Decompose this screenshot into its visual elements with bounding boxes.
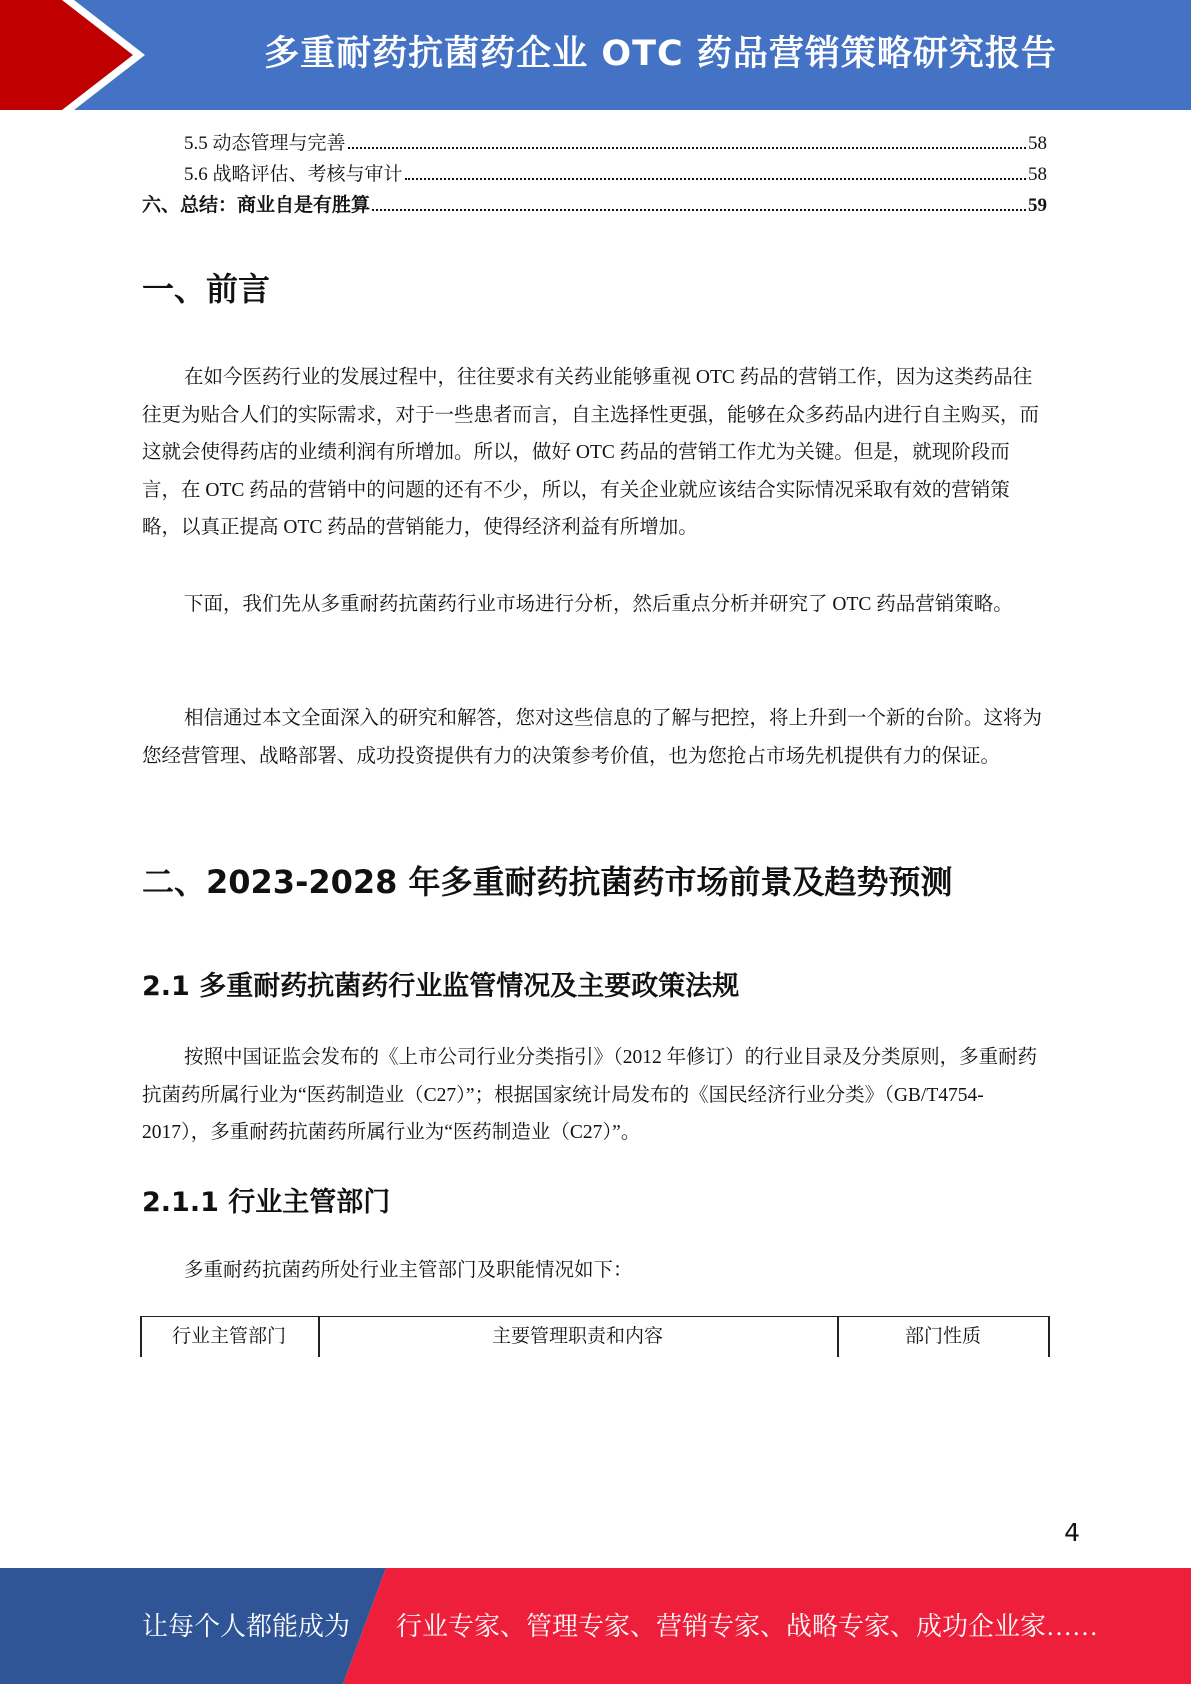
toc-leader-dots: [348, 147, 1026, 149]
footer-slogan-right: 行业专家、管理专家、营销专家、战略专家、成功企业家……: [396, 1612, 1099, 1641]
toc-entry-label: 5.5 动态管理与完善: [184, 133, 346, 154]
authorities-table: [140, 1316, 1050, 1357]
toc-entry[interactable]: [142, 159, 1047, 190]
table-header-cell: 主要管理职责和内容: [491, 1326, 663, 1347]
body-paragraph: 下面，我们先从多重耐药抗菌药行业市场进行分析，然后重点分析并研究了 OTC 药品营销策略。: [184, 594, 1013, 615]
report-title: 多重耐药抗菌药企业 OTC 药品营销策略研究报告: [264, 34, 1057, 74]
toc-entry-page: 58: [1028, 164, 1047, 185]
page-footer: [0, 1568, 1191, 1684]
section-heading-preface: 一、前言: [142, 270, 271, 308]
section-heading-market-outlook: 二、2023-2028 年多重耐药抗菌药市场前景及趋势预测: [142, 863, 953, 901]
table-of-contents: [142, 128, 1047, 221]
table-header-cell: 行业主管部门: [171, 1326, 286, 1347]
toc-entry-label: 六、总结：商业自是有胜算: [142, 195, 371, 216]
body-paragraph: 按照中国证监会发布的《上市公司行业分类指引》（2012 年修订）的行业目录及分类原则，多重耐药抗菌药所属行业为“医药制造业（C27）”；根据国家统计局发布的《国民经济行业分类》（GB/T4754-2017），多重耐药抗菌药所属行业为“医药制造业（C27）”。: [142, 1047, 1038, 1143]
toc-leader-dots: [372, 209, 1026, 211]
footer-slogan-left: 让每个人都能成为: [142, 1612, 351, 1641]
subsection-heading-regulation: 2.1 多重耐药抗菌药行业监管情况及主要政策法规: [142, 971, 740, 1002]
toc-entry-label: 5.6 战略评估、考核与审计: [184, 164, 403, 185]
body-paragraph: 在如今医药行业的发展过程中，往往要求有关药业能够重视 OTC 药品的营销工作，因为这类药品往往更为贴合人们的实际需求，对于一些患者而言，自主选择性更强，能够在众多药品内进行自主购买，而这就会使得药店的业绩利润有所增加。所以，做好 OTC 药品的营销工作尤为关键。但是，就现阶段而言，在 OTC 药品的营销中的问题的还有不少，所以，有关企业就应该结合实际情况采取有效的营销策略，以真正提高 OTC 药品的营销能力，使得经济利益有所增加。: [142, 367, 1040, 538]
toc-entry-page: 59: [1028, 195, 1047, 216]
body-paragraph: 相信通过本文全面深入的研究和解答，您对这些信息的了解与把控，将上升到一个新的台阶。这将为您经营管理、战略部署、成功投资提供有力的决策参考价值，也为您抢占市场先机提供有力的保证。: [142, 708, 1043, 767]
subsection-heading-authorities: 2.1.1 行业主管部门: [142, 1187, 391, 1218]
toc-entry[interactable]: [142, 190, 1047, 221]
page-number: 4: [1064, 1518, 1080, 1547]
toc-leader-dots: [405, 178, 1026, 180]
page-header: [0, 0, 1191, 110]
toc-entry-page: 58: [1028, 133, 1047, 154]
table-border: [1048, 1317, 1050, 1357]
toc-entry[interactable]: [142, 128, 1047, 159]
header-arrow-icon: [0, 0, 160, 110]
table-header-cell: 部门性质: [904, 1326, 981, 1347]
body-paragraph: 多重耐药抗菌药所处行业主管部门及职能情况如下：: [184, 1260, 633, 1281]
